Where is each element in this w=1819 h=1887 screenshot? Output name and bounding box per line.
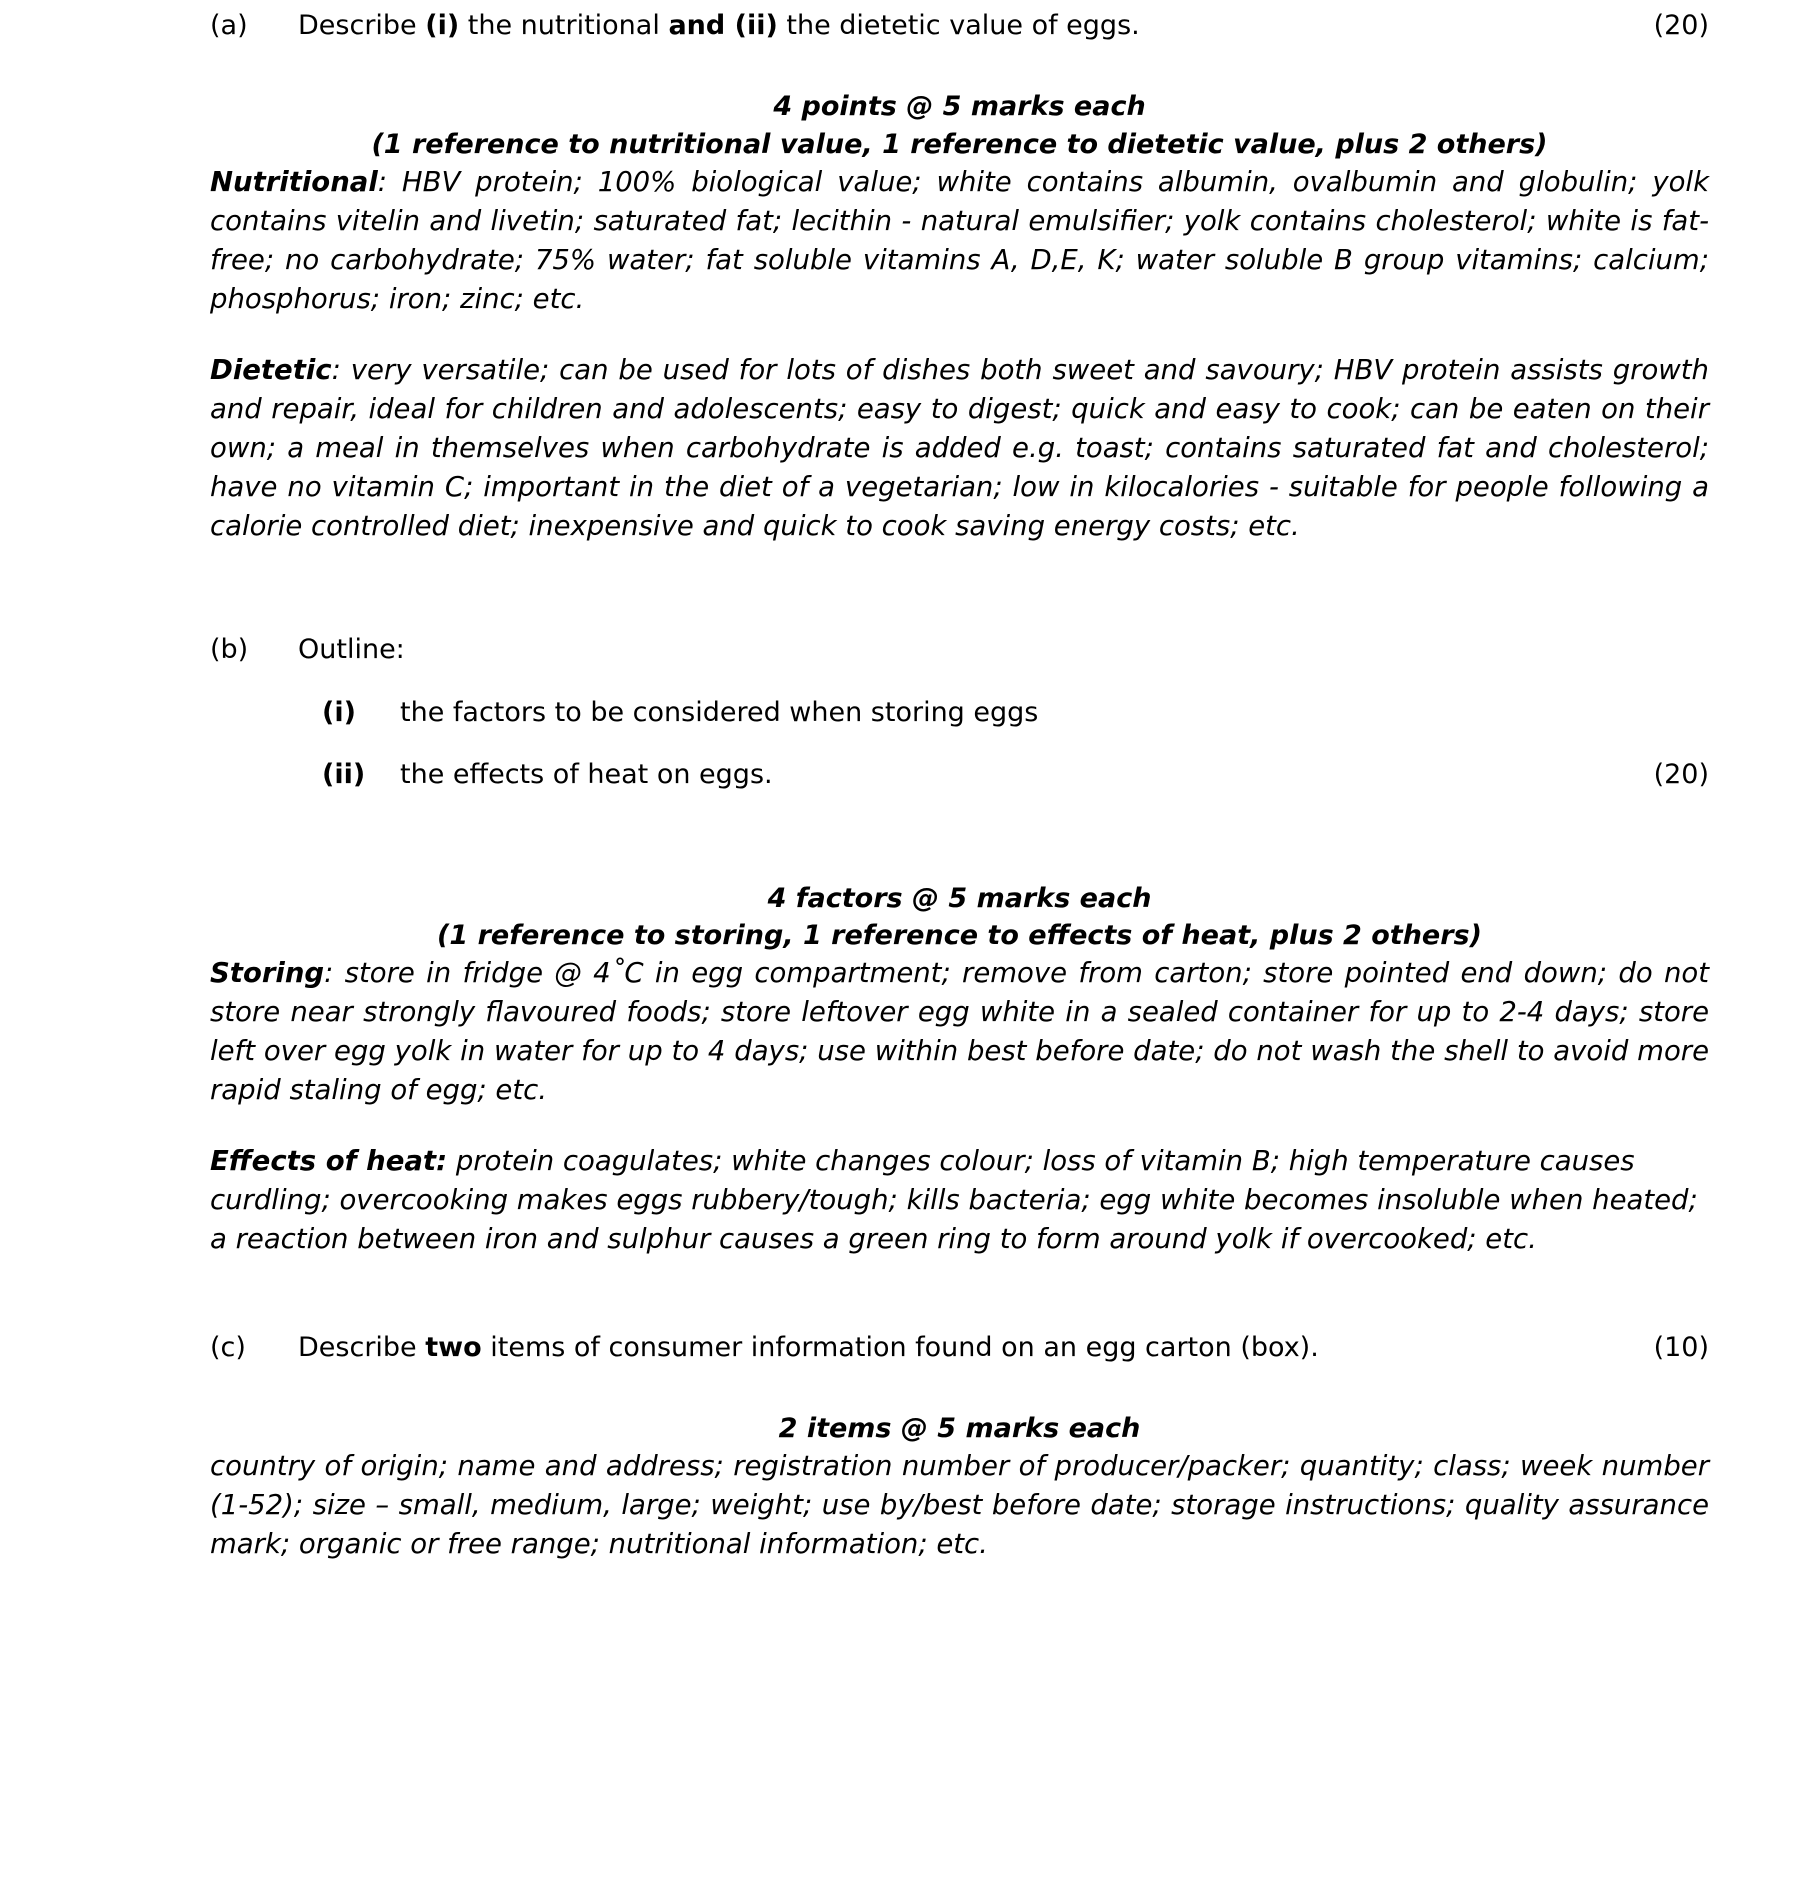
question-c-text: Describe two items of consumer information found on an egg carton (box).	[298, 1331, 1319, 1363]
question-a	[210, 8, 1709, 44]
dietetic-paragraph	[210, 351, 1709, 546]
question-b-item-ii-text: the effects of heat on eggs.	[400, 759, 773, 791]
question-b	[210, 632, 1709, 668]
question-b-label: (b)	[210, 634, 249, 666]
effects-of-heat-body: protein coagulates; white changes colour; loss of vitamin B; high temperature causes curdling; overcooking makes eggs rubbery/tough; kills bacteria; egg white becomes insoluble when heated; a reaction between iron and sulphur causes a green ring to form around yolk if overcooked; etc.	[210, 1145, 1698, 1256]
question-b-item-i-text: the factors to be considered when storing eggs	[400, 696, 1039, 728]
dietetic-body: : very versatile; can be used for lots of dishes both sweet and savoury; HBV protein assists growth and repair, ideal for children and adolescents; easy to digest; quick and easy to cook; can be eaten on their own; a meal in themselves when carbohydrate is added e.g. toast; contains saturated fat and cholesterol; have no vitamin C; important in the diet of a vegetarian; low in kilocalories - suitable for people following a calorie controlled diet; inexpensive and quick to cook saving energy costs; etc.	[210, 354, 1709, 543]
question-c-label: (c)	[210, 1331, 246, 1363]
marking-c-heading-1: 2 items @ 5 marks each	[778, 1412, 1141, 1444]
question-a-marks: (20)	[1653, 10, 1709, 41]
question-a-text: Describe (i) the nutritional and (ii) the dietetic value of eggs.	[298, 10, 1140, 41]
question-c	[210, 1330, 1709, 1366]
storing-body: : store in fridge @ 4˚C in egg compartment; remove from carton; store pointed end down; do not store near strongly flavoured foods; store leftover egg white in a sealed container for up to 2-4 days; store left over egg yolk in water for up to 4 days; use within best before date; do not wash the shell to avoid more rapid staling of egg; etc.	[210, 957, 1709, 1107]
dietetic-lead: Dietetic	[210, 354, 332, 387]
consumer-info-paragraph: country of origin; name and address; registration number of producer/packer; quantity; class; week number (1-52); size – small, medium, large; weight; use by/best before date; storage instructions; quality assurance mark; organic or free range; nutritional information; etc.	[210, 1450, 1709, 1561]
question-b-item-ii-label: (ii)	[322, 759, 366, 791]
marking-b-heading-1: 4 factors @ 5 marks each	[767, 882, 1152, 914]
question-b-text: Outline:	[298, 634, 405, 666]
question-b-marks: (20)	[1653, 759, 1709, 791]
effects-of-heat-lead: Effects of heat:	[210, 1145, 448, 1178]
storing-paragraph	[210, 954, 1709, 1110]
marking-a-heading-2: (1 reference to nutritional value, 1 reference to dietetic value, plus 2 others)	[371, 128, 1548, 160]
question-c-marks: (10)	[1653, 1331, 1709, 1363]
marking-a-heading-1: 4 points @ 5 marks each	[773, 91, 1146, 123]
nutritional-lead: Nutritional	[210, 165, 378, 198]
marking-b-heading-2: (1 reference to storing, 1 reference to effects of heat, plus 2 others)	[437, 919, 1482, 951]
storing-lead: Storing	[210, 957, 325, 990]
effects-of-heat-paragraph	[210, 1142, 1709, 1259]
question-b-item-ii	[322, 757, 1709, 793]
nutritional-body: : HBV protein; 100% biological value; white contains albumin, ovalbumin and globulin; yolk contains vitelin and livetin; saturated fat; lecithin - natural emulsifier; yolk contains cholesterol; white is fat-free; no carbohydrate; 75% water; fat soluble vitamins A, D,E, K; water soluble B group vitamins; calcium; phosphorus; iron; zinc; etc.	[210, 165, 1709, 316]
question-b-item-i	[322, 695, 1709, 731]
question-b-item-i-label: (i)	[322, 696, 356, 728]
nutritional-paragraph	[210, 163, 1709, 319]
question-a-label: (a)	[210, 10, 248, 41]
